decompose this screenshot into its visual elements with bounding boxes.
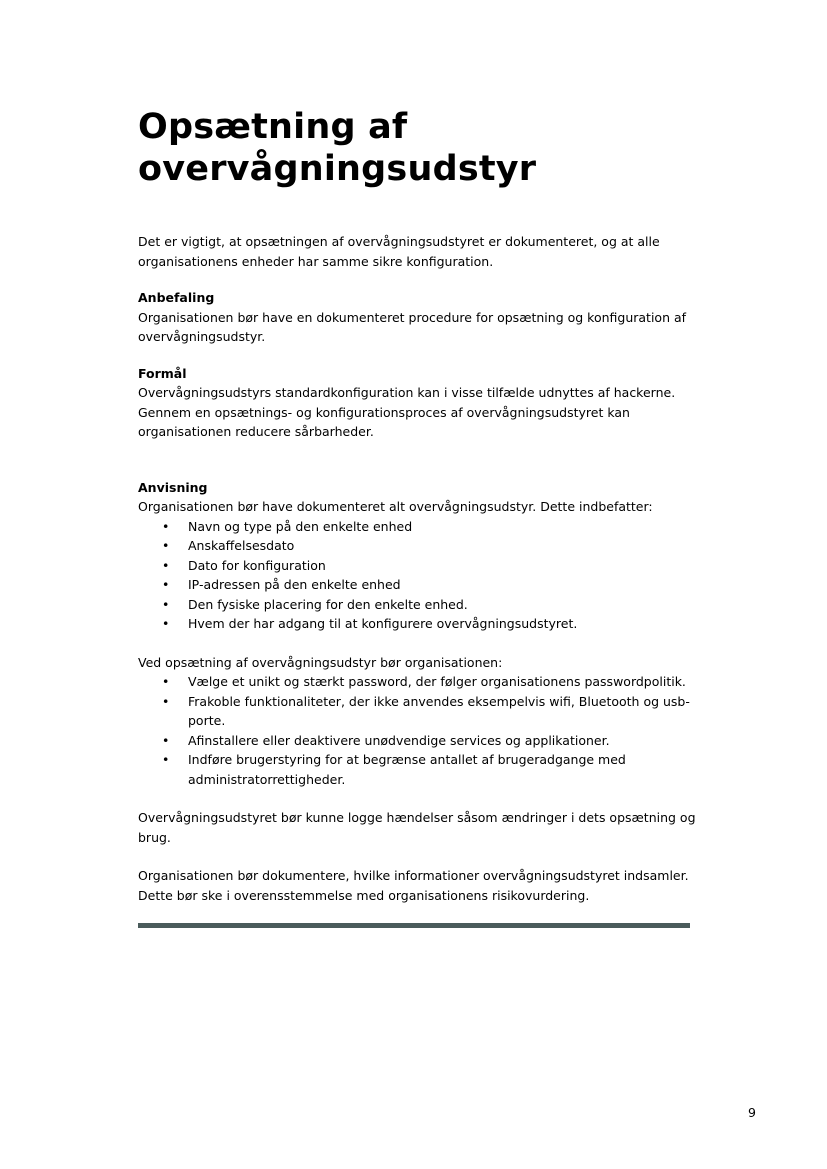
setup-section [138, 653, 698, 790]
bullet-icon: • [162, 557, 170, 573]
list-item: • Den fysiske placering for den enkelte enhed. [138, 595, 698, 615]
bullet-icon: • [162, 674, 170, 689]
list-item: • Indføre brugerstyring for at begrænse antallet af brugeradgange med administratorrettigheder. [162, 752, 626, 787]
document-body [138, 232, 698, 905]
bullet-icon: • [162, 693, 170, 709]
setup-list [138, 672, 698, 789]
inventory-list [138, 517, 698, 634]
page-number: 9 [748, 1105, 756, 1120]
section-divider [138, 923, 690, 928]
intro-paragraph: Det er vigtigt, at opsætningen af overvågningsudstyret er dokumenteret, og at alle organisationens enheder har samme sikre konfiguration. [138, 234, 660, 269]
section-formaal [138, 364, 698, 442]
section-heading-anbefaling: Anbefaling [138, 290, 215, 305]
bullet-icon: • [162, 577, 170, 592]
list-item: • Vælge et unikt og stærkt password, der følger organisationens passwordpolitik. [138, 672, 698, 692]
list-item: • Navn og type på den enkelte enhed [138, 517, 698, 537]
page-title-line-2: overvågningsudstyr [138, 149, 537, 189]
list-item: • Afinstallere eller deaktivere unødvendige services og applikationer. [138, 731, 698, 751]
bullet-icon: • [162, 616, 170, 631]
setup-intro: Ved opsætning af overvågningsudstyr bør organisationen: [138, 654, 503, 670]
section-anbefaling [138, 288, 698, 347]
bullet-icon: • [162, 596, 170, 612]
section-text-formaal: Overvågningsudstyrs standardkonfiguration kan i visse tilfælde udnyttes af hackerne. Gennem en opsætnings- og konfigurationsproces af overvågningsudstyret kan organisationen reducere sårbarheder. [138, 385, 676, 439]
documentation-paragraph: Organisationen bør dokumentere, hvilke informationer overvågningsudstyret indsamler. Dette bør ske i overensstemmelse med organisationens risikovurdering. [138, 868, 689, 903]
bullet-icon: • [162, 518, 170, 534]
section-heading-anvisning: Anvisning [138, 479, 208, 495]
list-item: • Frakoble funktionaliteter, der ikke anvendes eksempelvis wifi, Bluetooth og usb-porte. [162, 693, 690, 728]
section-text-anbefaling: Organisationen bør have en dokumenteret procedure for opsætning og konfiguration af overvågningsudstyr. [138, 309, 687, 344]
logging-paragraph: Overvågningsudstyret bør kunne logge hændelser såsom ændringer i dets opsætning og brug. [138, 810, 696, 845]
page-title [138, 106, 698, 190]
list-item: • Dato for konfiguration [138, 556, 698, 576]
list-item: • Anskaffelsesdato [138, 536, 698, 556]
bullet-icon: • [162, 752, 170, 767]
bullet-icon: • [162, 538, 170, 553]
section-heading-formaal: Formål [138, 365, 187, 381]
page-title-line-1: Opsætning af [138, 107, 408, 147]
bullet-icon: • [162, 732, 170, 748]
list-item: • Hvem der har adgang til at konfigurere overvågningsudstyret. [138, 614, 698, 634]
list-item: • IP-adressen på den enkelte enhed [138, 575, 698, 595]
section-text-anvisning: Organisationen bør have dokumenteret alt overvågningsudstyr. Dette indbefatter: [138, 499, 653, 514]
section-anvisning [138, 478, 698, 634]
